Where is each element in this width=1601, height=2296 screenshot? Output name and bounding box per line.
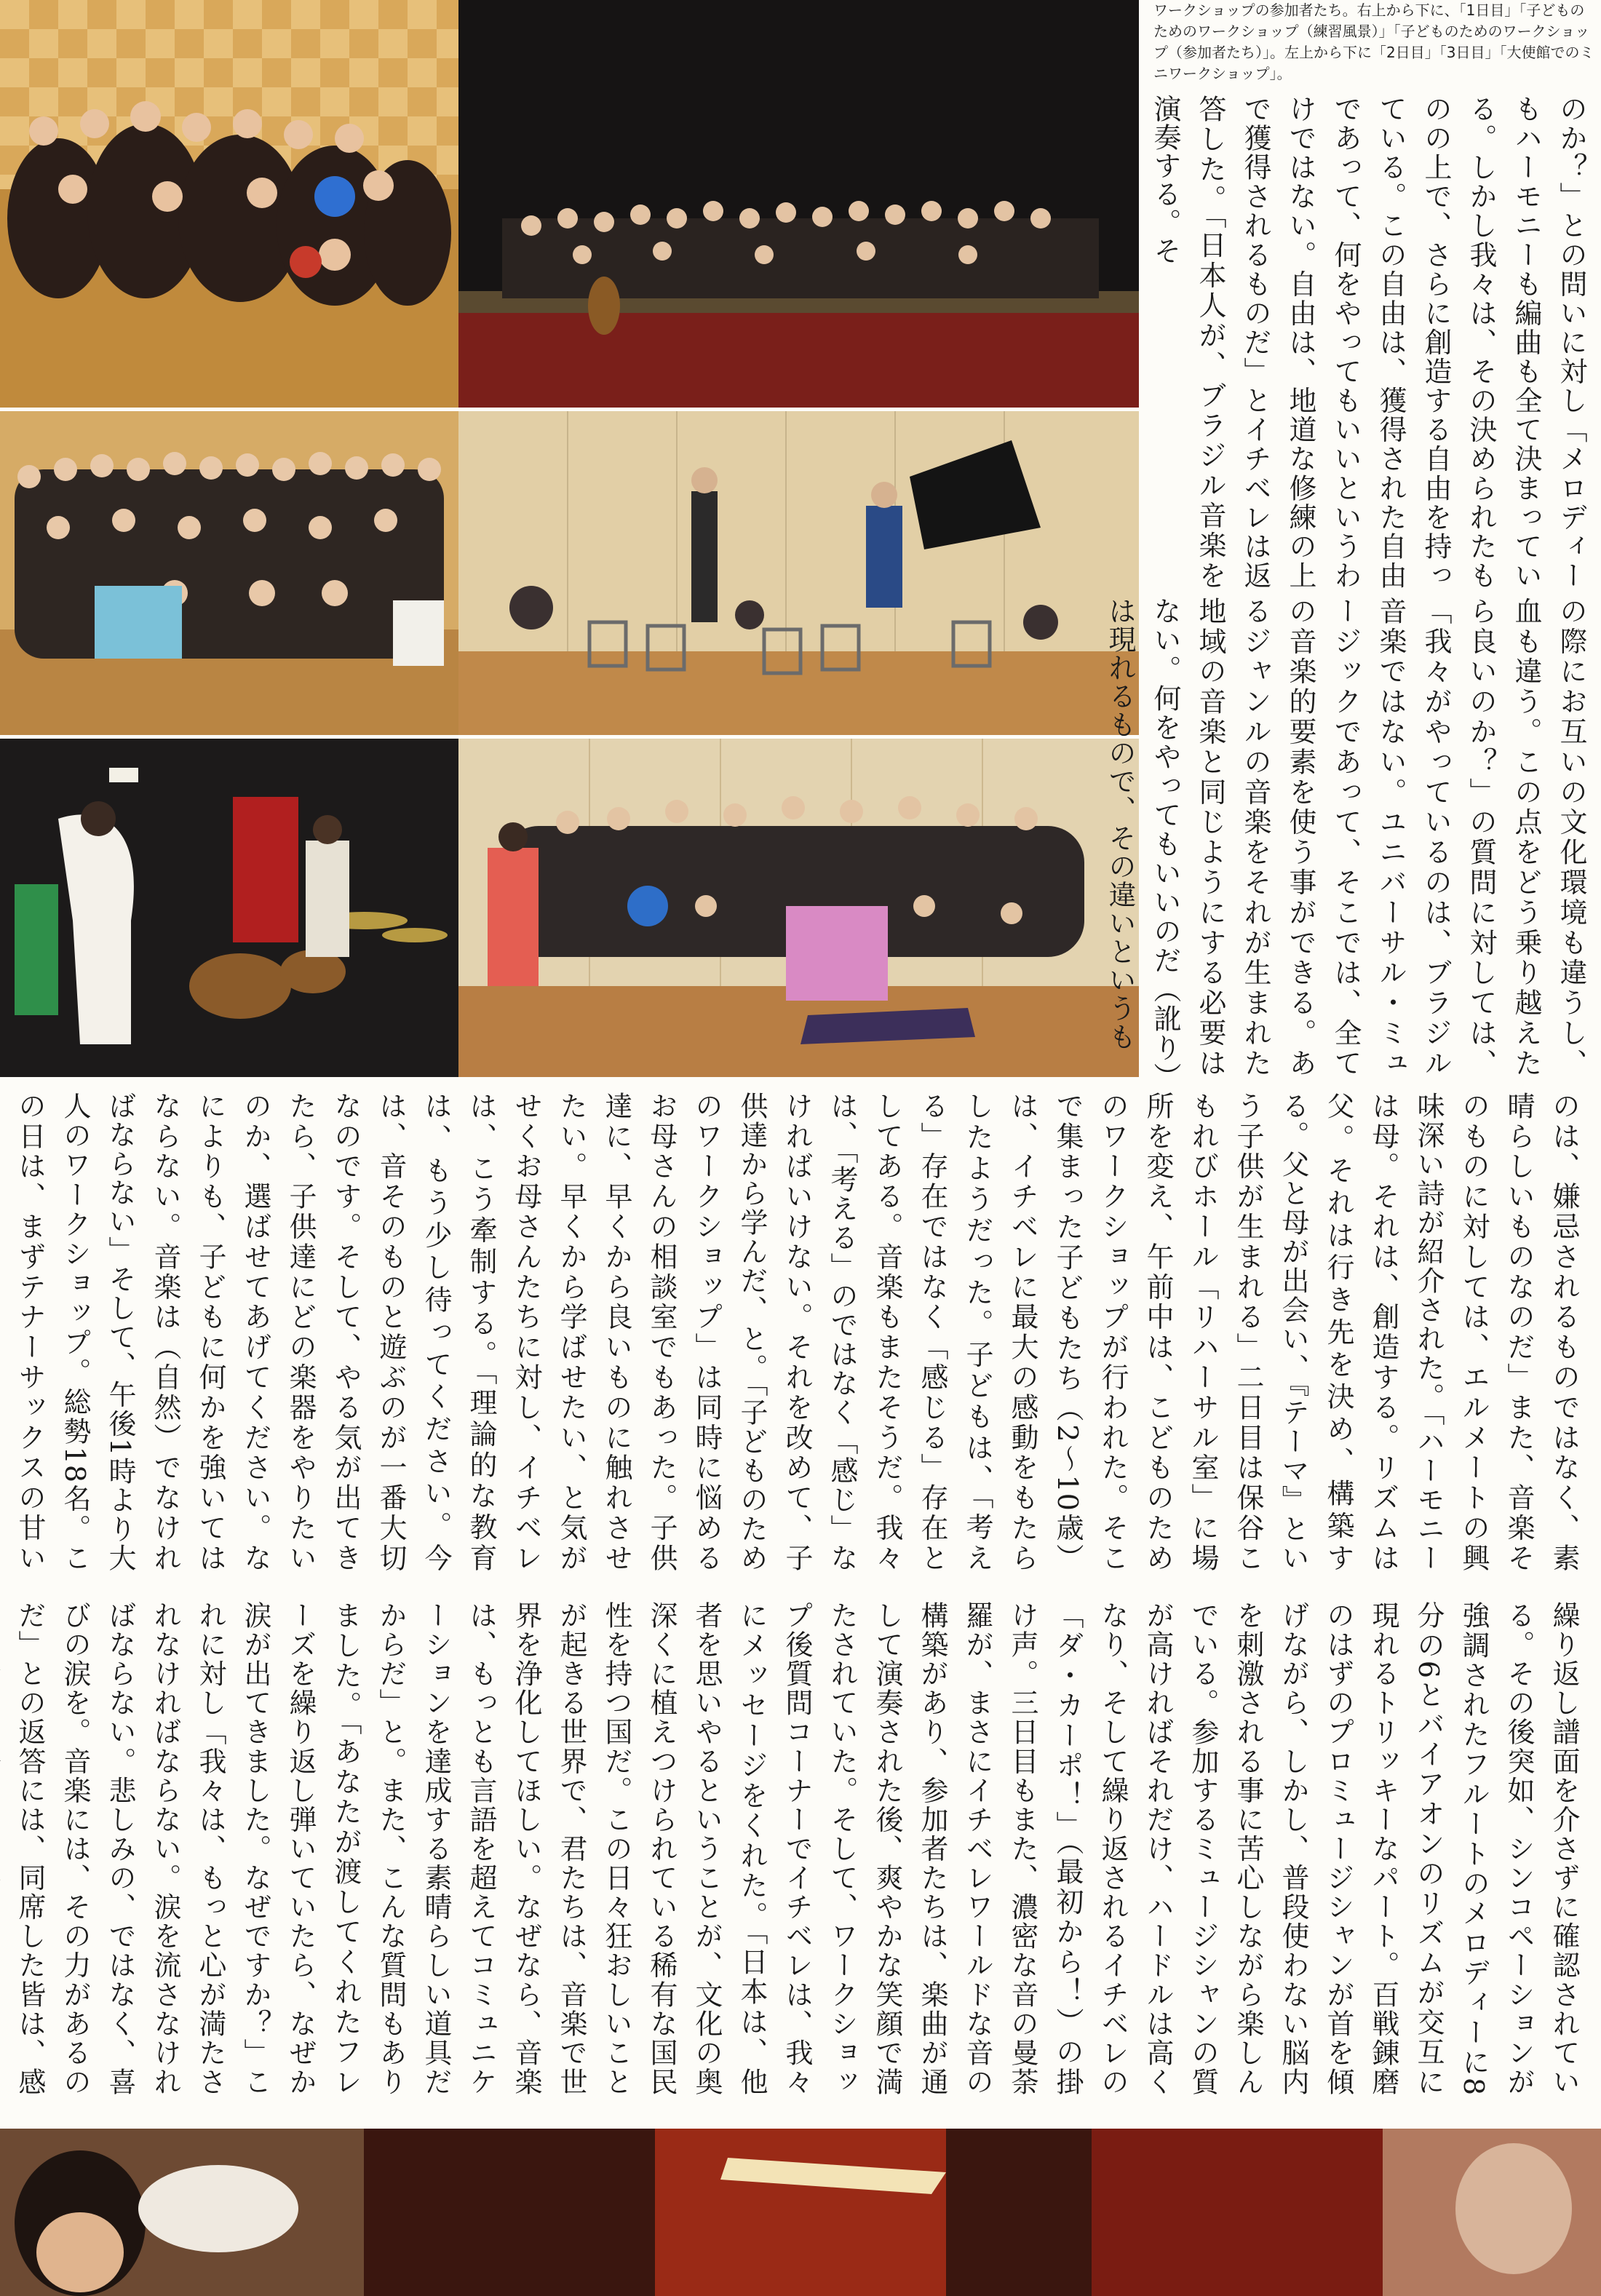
article-text-lower-tier-2 (15, 1601, 1586, 2096)
article-text-upper-right-1 (1143, 95, 1594, 589)
kids-workshop-rehearsal-photo-middle-right (458, 411, 1139, 735)
photo-caption-text: ワークショップの参加者たち。右上から下に、「1日目」「子どものためのワークショップ（練習風景）」「子どものためのワークショップ（参加者たち）」。左上から下に「2日目」「3日目」「大使館でのミニワークショップ」。 (1153, 1, 1594, 82)
day3-group-photo-middle-left (0, 411, 458, 735)
day1-stage-group-photo-top-right (458, 0, 1139, 408)
article-text-lower-tier-1 (15, 1092, 1586, 1572)
article-paragraph: の際にお互いの文化環境も違うし、血も違う。この点をどう乗り越えたら良いのか？」の質問に対しては、「我々がやっているのは、ブラジル音楽ではない。ユニバーサル・ミュージックであって、そこでは、全ての音楽的要素を使う事ができる。あるジャンルの音楽をそれが生まれた地域の音楽と同じようにする必要はない。何をやってもいいのだ（訛り）は現れるもので、その違いというも (1104, 597, 1587, 1078)
article-paragraph: のは、嫌忌されるものではなく、素晴らしいものなのだ」また、音楽そのものに対しては、エルメートの興味深い詩が紹介された。「ハーモニーは母。それは、創造する。リズムは父。それは行き先を決め、構築する。父と母が出会い、『テーマ』という子供が生まれる」二日目は保谷こもれびホール「リハーサル室」に場所を変え、午前中は、こどものためのワークショップが行われた。そこで集まった子どもたち（2〜10歳）は、イチベレに最大の感動をもたらしたようだった。子どもは、「考える」存在ではなく「感じる」存在としてある。音楽もまたそうだ。我々は、「考える」のではなく「感じ」なければいけない。それを改めて、子供達から学んだ、と。「子どものためのワークショップ」は同時に悩めるお母さんの相談室でもあった。子供達に、早くから良いものに触れさせたい。早くから学ばせたい、と気がせくお母さんたちに対し、イチベレは、こう牽制する。「理論的な教育は、もう少し待ってください。今は、音そのものと遊ぶのが一番大切なのです。そして、やる気が出てきたら、子供達にどの楽器をやりたいのか、選ばせてあげてください。なによりも、子どもに何かを強いてはならない。音楽は（自然）でなければならない」そして、午後1時より大人のワークショップ。総勢18名。この日は、まずテナーサックスの甘い (14, 1092, 1580, 1573)
article-paragraph: 繰り返し譜面を介さずに確認されている。その後突如、シンコペーションが強調されたフルートのメロディーに8分の6とバイアオンのリズムが交互に現れるトリッキーなパート。百戦錬磨のはずのプロミュージシャンが首を傾げながら、しかし、普段使わない脳内を刺激される事に苦心しながら楽しんでいる。参加するミュージシャンの質が高ければそれだけ、ハードルは高くなり、そして繰り返されるイチベレの「ダ・カーポ！」（最初から！）の掛け声。三日目もまた、濃密な音の曼荼羅が、まさにイチベレワールドな音の構築があり、参加者たちは、楽曲が通して演奏された後、爽やかな笑顔で満たされていた。そして、ワークショップ後質問コーナーでイチベレは、我々にメッセージをくれた。「日本は、他者を思いやるということが、文化の奥深くに植えつけられている稀有な国民性を持つ国だ。この日々狂おしいことが起きる世界で、君たちは、音楽で世界を浄化してほしい。なぜなら、音楽は、もっとも言語を超えてコミュニケーションを達成する素晴らしい道具だからだ」と。また、こんな質問もありました。「あなたが渡してくれたフレーズを繰り返し弾いていたら、なぜか涙が出てきました。なぜですか？」これに対し「我々は、もっと心が満たされなければならない。涙を流さなければならない。悲しみの、ではなく、喜びの涙を。音楽には、その力があるのだ」との返答には、同席した皆は、感 (14, 1601, 1580, 2096)
day2-group-photo-top-left (0, 0, 458, 408)
photo-caption (1153, 0, 1597, 87)
embassy-mini-workshop-photo-bottom-left (0, 739, 458, 1077)
article-paragraph: のか？」との問いに対し「メロディーもハーモニーも編曲も全て決まっている。しかし我々は、その決められたものの上で、さらに創造する自由を持っている。この自由は、獲得された自由であって、何をやってもいいというわけではない。自由は、地道な修練の上で獲得されるものだ」とイチベレは返答した。「日本人が、ブラジル音楽を演奏する。そ (1149, 95, 1587, 589)
bottom-strip-photo (0, 2129, 1601, 2296)
kids-workshop-participants-photo-bottom-right (458, 739, 1139, 1077)
article-text-upper-right-2 (1104, 597, 1594, 1078)
